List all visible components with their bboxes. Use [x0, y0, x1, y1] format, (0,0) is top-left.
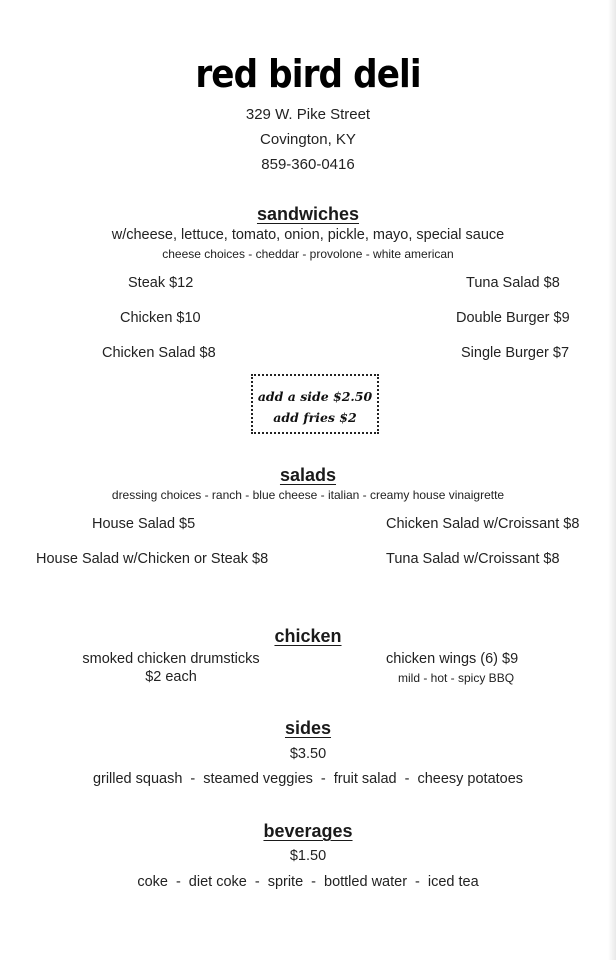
separator: - [190, 771, 196, 787]
separator: - [415, 874, 420, 890]
beverage-item: coke [137, 874, 168, 890]
phone-number: 859-360-0416 [261, 156, 355, 173]
separator: - [254, 874, 260, 890]
add-fries-note: add fries $2 [273, 410, 357, 425]
beverage-item: bottled water [324, 874, 408, 890]
menu-item-double-burger: Double Burger $9 [456, 310, 570, 326]
address-city: Covington, KY [260, 131, 356, 148]
separator: - [404, 771, 410, 787]
menu-item-drumsticks: smoked chicken drumsticks [82, 651, 260, 667]
menu-item-tuna-salad-croissant: Tuna Salad w/Croissant $8 [386, 551, 560, 567]
separator: - [311, 874, 316, 890]
address-street: 329 W. Pike Street [245, 106, 371, 123]
menu-item-chicken-salad-croissant: Chicken Salad w/Croissant $8 [386, 516, 580, 532]
side-item: cheesy potatoes [417, 771, 524, 787]
menu-item-house-salad: House Salad $5 [92, 516, 196, 532]
sandwiches-heading: sandwiches [256, 204, 360, 224]
menu-item-chicken-wings: chicken wings (6) $9 [386, 651, 519, 667]
side-item: fruit salad [333, 771, 397, 787]
add-side-note: add a side $2.50 [257, 389, 373, 404]
sandwiches-description: w/cheese, lettuce, tomato, onion, pickle, mayo, special sauce [111, 227, 505, 243]
menu-item-house-salad-chicken-steak: House Salad w/Chicken or Steak $8 [36, 551, 269, 567]
menu-item-single-burger: Single Burger $7 [461, 345, 570, 361]
side-item: grilled squash [92, 771, 183, 787]
menu-item-tuna-salad: Tuna Salad $8 [466, 275, 560, 291]
side-item: steamed veggies [203, 771, 313, 787]
drumsticks-price: $2 each [145, 669, 197, 685]
restaurant-name: red bird deli [195, 52, 421, 96]
salads-heading: salads [279, 465, 337, 485]
sides-price: $3.50 [289, 746, 327, 762]
separator: - [320, 771, 326, 787]
chicken-heading: chicken [274, 626, 342, 646]
menu-item-steak: Steak $12 [128, 275, 194, 291]
sides-list [0, 771, 616, 787]
beverages-heading: beverages [263, 821, 353, 841]
separator: - [175, 874, 181, 890]
sides-heading: sides [284, 718, 332, 738]
beverage-item: iced tea [427, 874, 479, 890]
menu-item-chicken: Chicken $10 [120, 310, 201, 326]
beverages-price: $1.50 [289, 848, 327, 864]
cheese-choices: cheese choices - cheddar - provolone - white american [162, 247, 454, 261]
dressing-choices: dressing choices - ranch - blue cheese - italian - creamy house vinaigrette [111, 488, 505, 502]
beverage-item: sprite [267, 874, 304, 890]
wings-flavors: mild - hot - spicy BBQ [398, 671, 515, 685]
beverages-list [0, 874, 616, 890]
menu-item-chicken-salad: Chicken Salad $8 [102, 345, 216, 361]
add-on-note-box [251, 374, 379, 434]
beverage-item: diet coke [188, 874, 247, 890]
